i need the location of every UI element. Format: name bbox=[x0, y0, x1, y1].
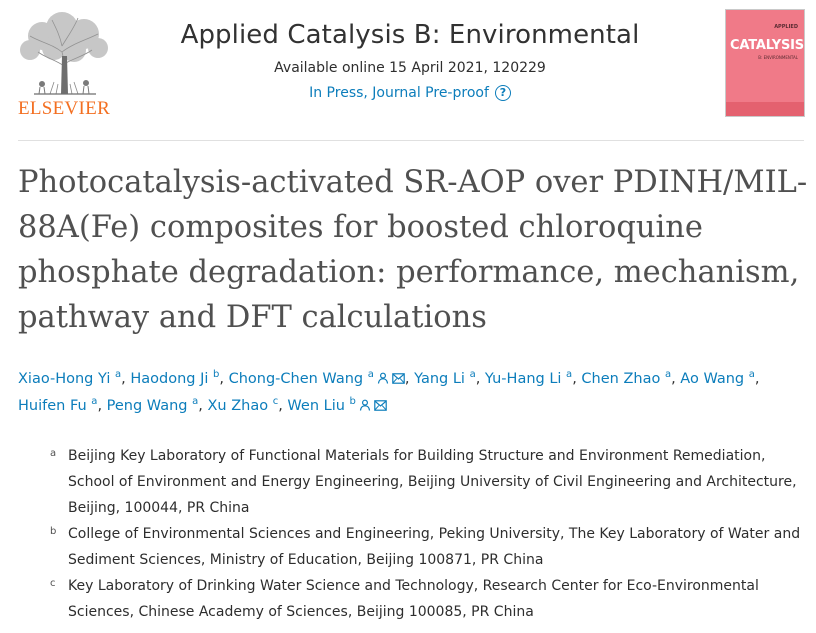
journal-info bbox=[150, 20, 670, 101]
author-link[interactable] bbox=[18, 398, 97, 414]
cover-subtitle: B: ENVIRONMENTAL bbox=[758, 55, 798, 60]
author-separator: , bbox=[572, 371, 577, 387]
affiliation-marker: a bbox=[748, 369, 755, 381]
person-icon[interactable] bbox=[359, 394, 371, 420]
author-link[interactable] bbox=[680, 371, 755, 387]
author-link[interactable] bbox=[581, 371, 671, 387]
affiliation-text: Key Laboratory of Drinking Water Science and Technology, Research Center for Eco-Environmental Sciences, Chinese Academy of Sciences, Beijing 100085, PR China bbox=[68, 578, 759, 620]
affiliation-marker: b bbox=[213, 369, 220, 381]
email-icon[interactable] bbox=[392, 367, 405, 393]
author-separator: , bbox=[198, 398, 203, 414]
author-name: Xiao-Hong Yi bbox=[18, 371, 111, 387]
author-separator: , bbox=[97, 398, 103, 414]
author-link[interactable] bbox=[207, 398, 278, 414]
journal-title[interactable]: Applied Catalysis B: Environmental bbox=[180, 20, 640, 50]
author-link[interactable] bbox=[414, 371, 476, 387]
availability-date: Available online 15 April 2021, 120229 bbox=[274, 60, 546, 76]
affiliation-label: a bbox=[50, 448, 57, 459]
author-name: Chen Zhao bbox=[581, 371, 661, 387]
author-name: Haodong Ji bbox=[130, 371, 209, 387]
affiliation-marker: a bbox=[192, 396, 199, 408]
tree-logo-icon bbox=[12, 6, 116, 98]
author-name: Chong-Chen Wang bbox=[228, 371, 364, 387]
article-status-link[interactable] bbox=[309, 85, 511, 101]
affiliation-marker: a bbox=[91, 396, 98, 408]
author-separator: , bbox=[219, 371, 224, 387]
article-title: Photocatalysis-activated SR-AOP over PDINH/MIL-88A(Fe) composites for boosted chloroquine phosphate degradation: performance, mechanism, pathway and DFT calculations bbox=[18, 165, 808, 335]
author-name: Huifen Fu bbox=[18, 398, 87, 414]
help-icon[interactable]: ? bbox=[495, 85, 511, 101]
author-separator: , bbox=[121, 371, 126, 387]
affiliation-marker: a bbox=[664, 369, 672, 381]
affiliation-item bbox=[44, 573, 804, 625]
author-name: Wen Liu bbox=[287, 398, 345, 414]
author-link[interactable] bbox=[130, 371, 219, 387]
affiliation-marker: a bbox=[566, 369, 573, 381]
cover-band bbox=[726, 102, 804, 116]
publisher-wordmark: ELSEVIER bbox=[17, 98, 111, 119]
author-name: Yu-Hang Li bbox=[484, 371, 562, 387]
elsevier-logo[interactable] bbox=[12, 6, 116, 120]
author-name: Ao Wang bbox=[680, 371, 745, 387]
author-separator: , bbox=[754, 371, 760, 387]
affiliation-marker: b bbox=[349, 396, 356, 408]
affiliation-text: College of Environmental Sciences and Engineering, Peking University, The Key Laboratory of Water and Sediment Sciences, Ministry of Education, Beijing 100871, PR China bbox=[68, 526, 801, 568]
author-separator: , bbox=[404, 371, 410, 387]
affiliation-item bbox=[44, 443, 804, 521]
affiliation-marker: a bbox=[367, 369, 374, 381]
person-icon[interactable] bbox=[377, 367, 389, 393]
affiliation-label: c bbox=[50, 578, 56, 589]
affiliation-marker: a bbox=[469, 369, 476, 381]
article-status-label: In Press, Journal Pre-proof bbox=[309, 85, 489, 101]
affiliation-label: b bbox=[50, 526, 57, 537]
author-separator: , bbox=[475, 371, 481, 387]
page-header bbox=[0, 0, 816, 140]
header-divider bbox=[18, 140, 804, 141]
cover-title: CATALYSIS bbox=[730, 38, 804, 53]
affiliation-marker: a bbox=[114, 369, 122, 381]
author-separator: , bbox=[278, 398, 283, 414]
affiliation-list bbox=[44, 443, 804, 625]
author-name: Yang Li bbox=[414, 371, 465, 387]
author-link[interactable] bbox=[229, 371, 405, 387]
author-link[interactable] bbox=[18, 371, 121, 387]
affiliation-marker: c bbox=[272, 396, 279, 408]
cover-small-text: APPLIED bbox=[774, 24, 798, 30]
author-link[interactable] bbox=[107, 398, 199, 414]
author-name: Xu Zhao bbox=[207, 398, 269, 414]
email-icon[interactable] bbox=[374, 394, 387, 420]
author-separator: , bbox=[671, 371, 676, 387]
author-name: Peng Wang bbox=[106, 398, 188, 414]
affiliation-text: Beijing Key Laboratory of Functional Materials for Building Structure and Environment Remediation, School of Environment and Energy Engineering, Beijing University of Civil Engineering and Architecture, Beijing, 100044, PR China bbox=[68, 448, 797, 516]
author-link[interactable] bbox=[485, 371, 572, 387]
author-list bbox=[18, 366, 798, 420]
journal-cover-image[interactable] bbox=[725, 9, 805, 117]
author-link[interactable] bbox=[287, 398, 386, 414]
affiliation-item bbox=[44, 521, 804, 573]
